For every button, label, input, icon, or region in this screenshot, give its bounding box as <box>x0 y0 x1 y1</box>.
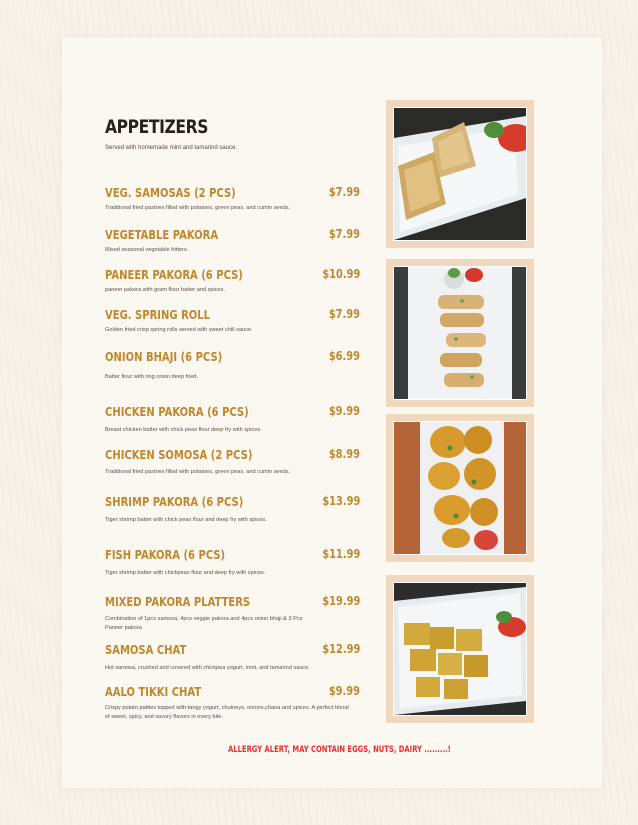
item-price: $11.99 <box>322 547 360 561</box>
item-price: $6.99 <box>328 349 360 363</box>
menu-item <box>105 684 360 724</box>
menu-item <box>105 594 360 634</box>
item-price: $10.99 <box>322 267 360 281</box>
item-price: $7.99 <box>328 307 360 321</box>
spring-roll-photo <box>393 266 527 400</box>
samosa-photo <box>393 107 527 241</box>
photo-frame <box>386 575 534 723</box>
item-price: $13.99 <box>322 494 360 508</box>
item-price: $8.99 <box>328 447 360 461</box>
item-description: Tiger shrimp batter with chick peas flour and deep fry with spices. <box>105 517 267 523</box>
item-description: Hot samosa, crushed and covered with chickpea yogurt, mint, and tamarind sauce. <box>105 665 310 671</box>
item-price: $7.99 <box>328 185 360 199</box>
menu-item <box>105 349 360 389</box>
item-name: FISH PAKORA (6 PCS) <box>105 547 226 562</box>
menu-item <box>105 547 360 587</box>
photo-frame <box>386 259 534 407</box>
item-description: Traditional fried pastries filled with potatoes, green peas, and cumin seeds. <box>105 469 291 475</box>
section-title: APPETIZERS <box>105 116 209 138</box>
item-description: Crispy potato patties topped with tangy yogurt, chutneys, onions,chana and spices. A perfect blend of sweet, spicy, and savory flavors in every bite. <box>105 705 349 720</box>
item-price: $12.99 <box>322 642 360 656</box>
section-subtitle: Served with homemade mint and tamarind sauce. <box>105 145 238 151</box>
item-name: AALO TIKKI CHAT <box>105 684 202 699</box>
menu-item <box>105 494 360 534</box>
photo-frame <box>386 100 534 248</box>
item-name: MIXED PAKORA PLATTERS <box>105 594 251 609</box>
menu-item <box>105 447 360 487</box>
item-description: Traditional fried pastries filled with potatoes, green peas, and cumin seeds. <box>105 205 291 211</box>
item-price: $7.99 <box>328 227 360 241</box>
item-name: SHRIMP PAKORA (6 PCS) <box>105 494 244 509</box>
item-name: ONION BHAJI (6 PCS) <box>105 349 223 364</box>
menu-item <box>105 404 360 444</box>
item-price: $9.99 <box>328 684 360 698</box>
menu-item <box>105 227 360 267</box>
menu-item <box>105 307 360 347</box>
item-description: Golden fried crisp spring rolls served with sweet chili sauce. <box>105 327 253 333</box>
item-name: VEG. SAMOSAS (2 PCS) <box>105 185 236 200</box>
item-name: VEG. SPRING ROLL <box>105 307 211 322</box>
photo-frame <box>386 414 534 562</box>
allergy-alert: ALLERGY ALERT, MAY CONTAIN EGGS, NUTS, DAIRY .........! <box>228 745 451 755</box>
item-name: SAMOSA CHAT <box>105 642 187 657</box>
item-description: Batter flour with ring onion deep fried. <box>105 374 198 380</box>
item-name: VEGETABLE PAKORA <box>105 227 219 242</box>
item-price: $9.99 <box>328 404 360 418</box>
chicken-pakora-photo <box>393 421 527 555</box>
menu-item <box>105 642 360 682</box>
menu-item <box>105 185 360 225</box>
item-description: paneer pakora with gram flour batter and spices. <box>105 287 226 293</box>
item-description: Breast chicken batter with chick peas flour deep fry with spices. <box>105 427 262 433</box>
item-name: CHICKEN SOMOSA (2 PCS) <box>105 447 253 462</box>
item-price: $19.99 <box>322 594 360 608</box>
item-name: PANEER PAKORA (6 PCS) <box>105 267 243 282</box>
item-description: Combination of 1pcs samosa, 4pcs veggie pakora and 4pcs onion bhaji & 3 Pcs Paneer pakora <box>105 616 303 631</box>
item-name: CHICKEN PAKORA (6 PCS) <box>105 404 249 419</box>
menu-item <box>105 267 360 307</box>
item-description: Mixed seasonal vegetable fritters. <box>105 247 189 253</box>
paneer-pakora-photo <box>393 582 527 716</box>
item-description: Tiger shrimp batter with chickpeas flour and deep fry with spices. <box>105 570 266 576</box>
